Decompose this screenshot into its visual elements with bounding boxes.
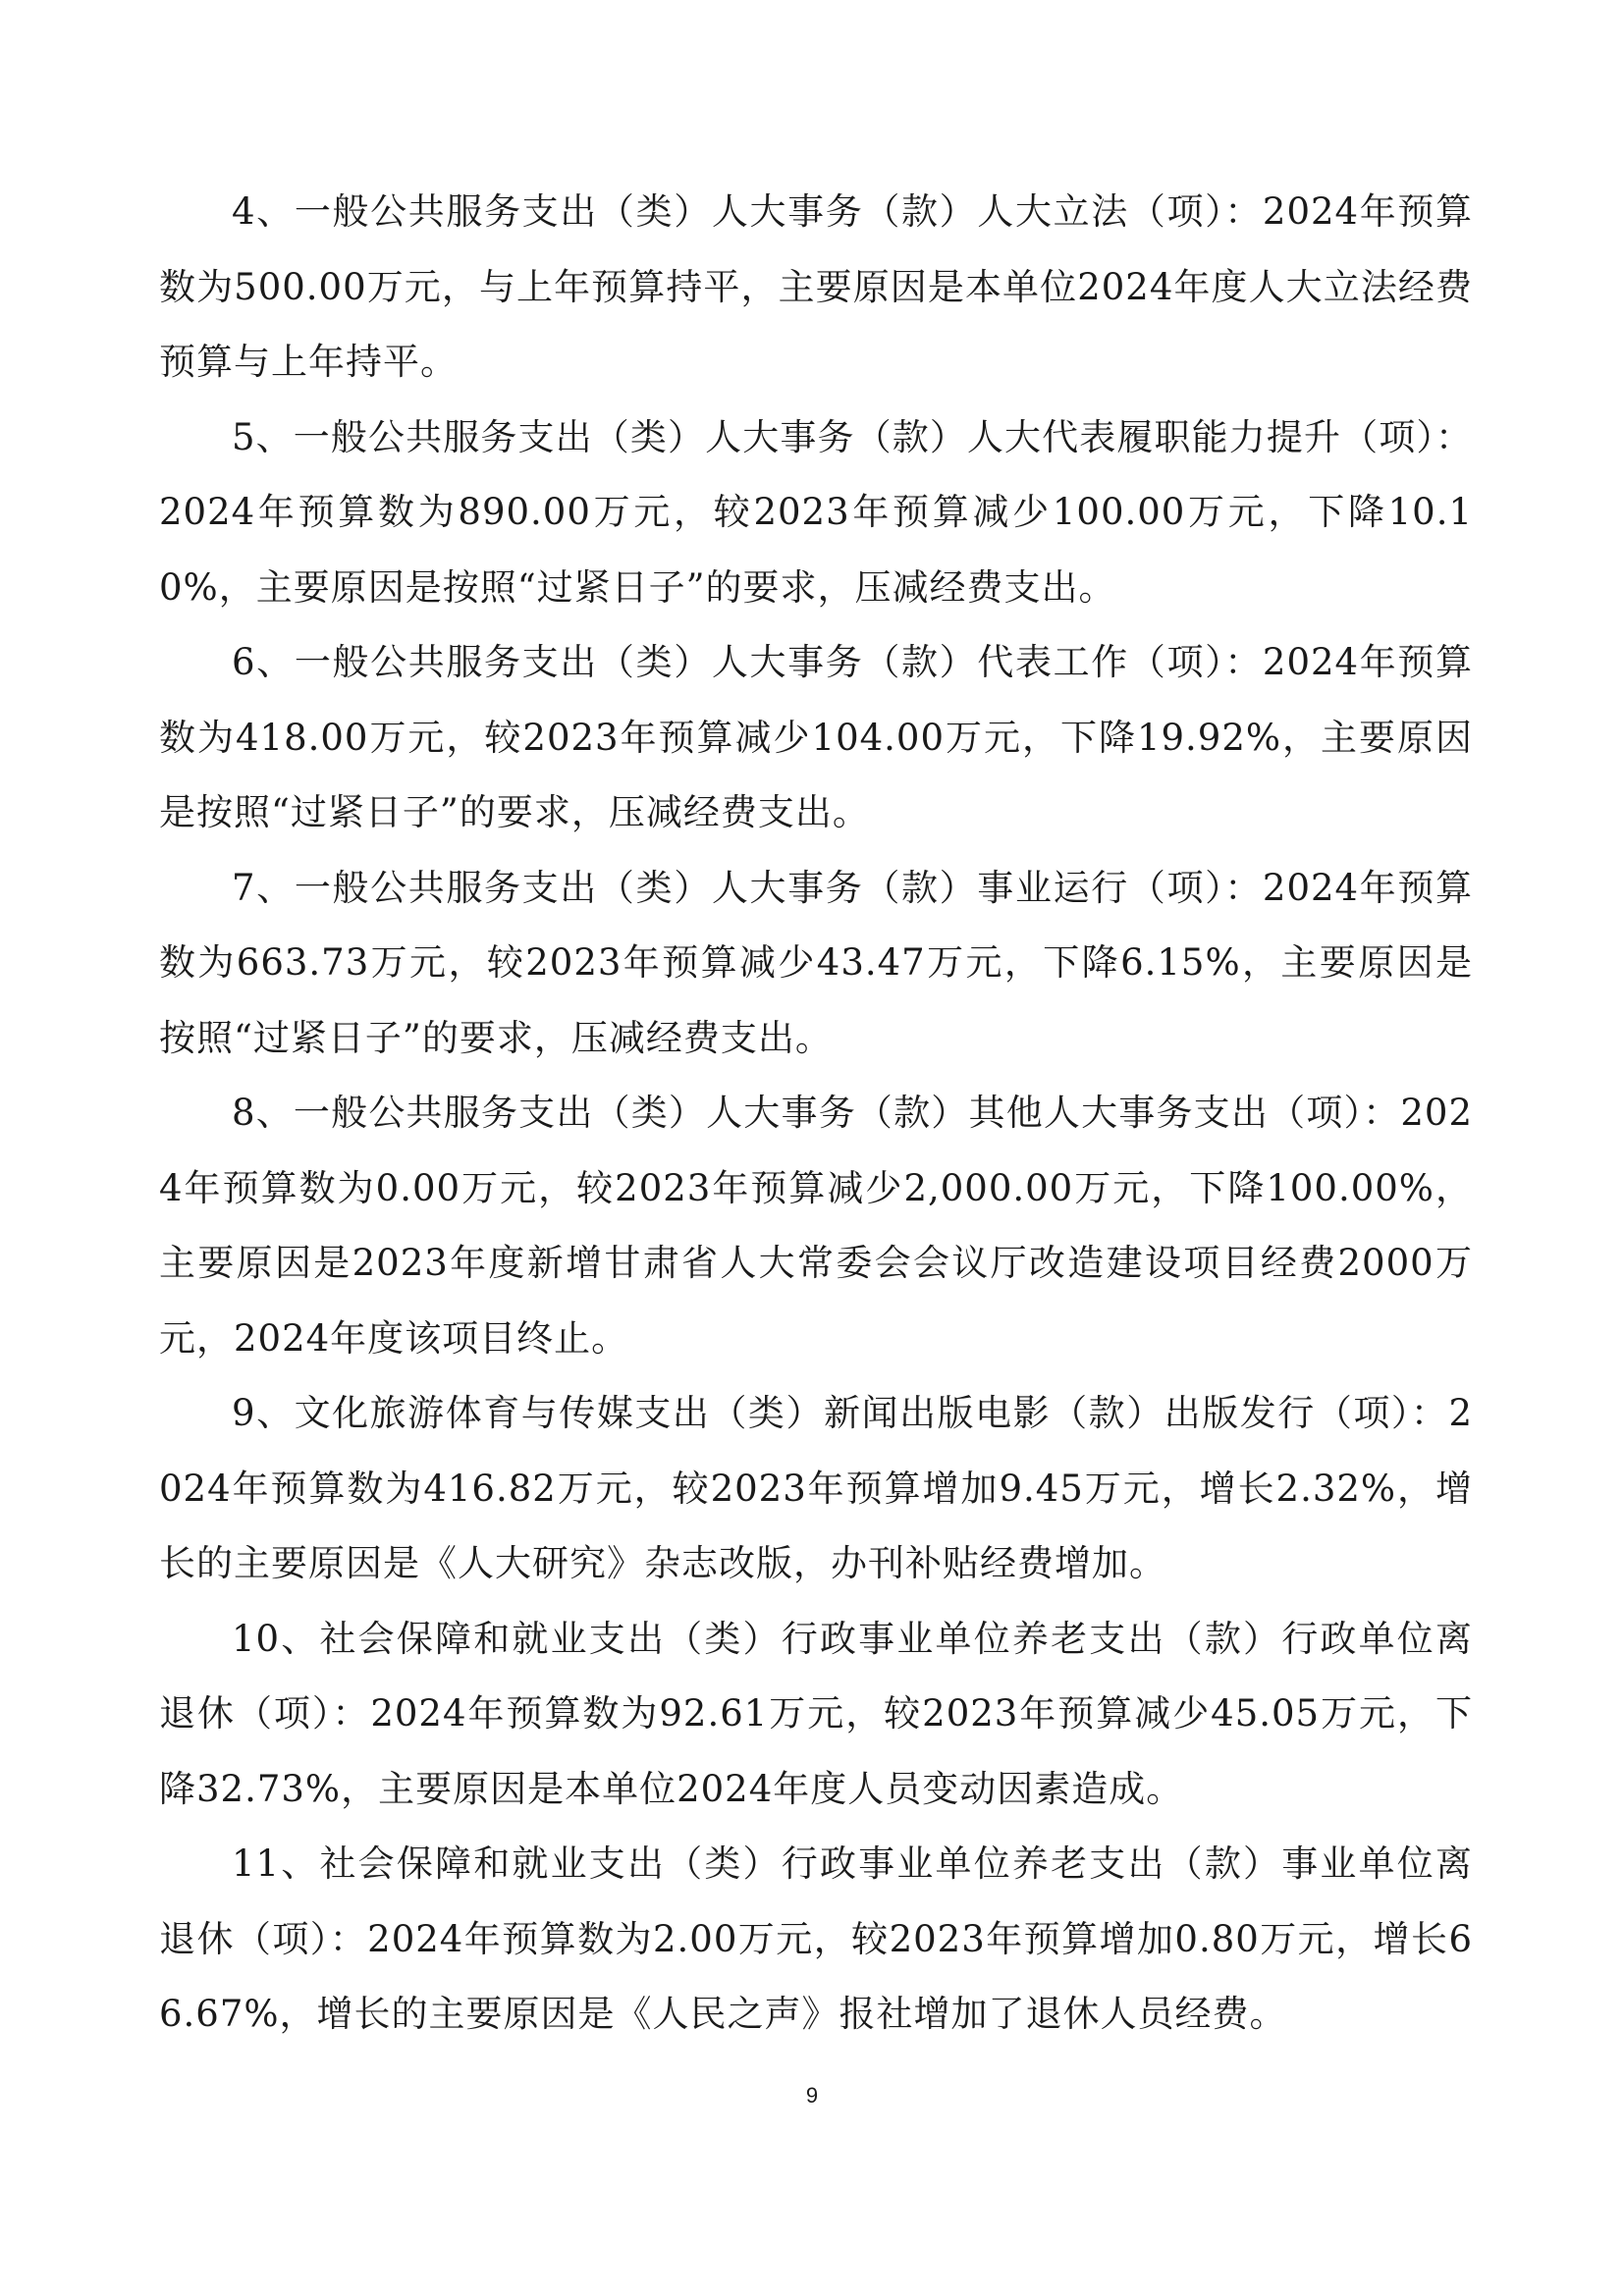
paragraph-item-7: 7、一般公共服务支出（类）人大事务（款）事业运行（项）：2024年预算数为663.73万元，较2023年预算减少43.47万元，下降6.15%，主要原因是按照“过紧日子”的要求，压减经费支出。	[159, 866, 1473, 1059]
paragraph-item-9: 9、文化旅游体育与传媒支出（类）新闻出版电影（款）出版发行（项）：2024年预算数为416.82万元，较2023年预算增加9.45万元，增长2.32%，增长的主要原因是《人大研究》杂志改版，办刊补贴经费增加。	[159, 1392, 1473, 1584]
paragraph-item-4: 4、一般公共服务支出（类）人大事务（款）人大立法（项）：2024年预算数为500.00万元，与上年预算持平，主要原因是本单位2024年度人大立法经费预算与上年持平。	[159, 190, 1473, 383]
paragraph-item-11: 11、社会保障和就业支出（类）行政事业单位养老支出（款）事业单位离退休（项）：2024年预算数为2.00万元，较2023年预算增加0.80万元，增长66.67%，增长的主要原因是《人民之声》报社增加了退休人员经费。	[159, 1842, 1473, 2035]
paragraph-item-5: 5、一般公共服务支出（类）人大事务（款）人大代表履职能力提升（项）：2024年预算数为890.00万元，较2023年预算减少100.00万元，下降10.10%，主要原因是按照“过紧日子”的要求，压减经费支出。	[159, 415, 1473, 609]
paragraph-item-10: 10、社会保障和就业支出（类）行政事业单位养老支出（款）行政单位离退休（项）：2024年预算数为92.61万元，较2023年预算减少45.05万元，下降32.73%，主要原因是本单位2024年度人员变动因素造成。	[159, 1617, 1473, 1810]
paragraph-item-8: 8、一般公共服务支出（类）人大事务（款）其他人大事务支出（项）：2024年预算数为0.00万元，较2023年预算减少2,000.00万元，下降100.00%，主要原因是2023年度新增甘肃省人大常委会会议厅改造建设项目经费2000万元，2024年度该项目终止。	[159, 1092, 1473, 1360]
page-number: 9	[805, 2083, 819, 2108]
document-body	[159, 175, 1473, 2053]
paragraph-item-6: 6、一般公共服务支出（类）人大事务（款）代表工作（项）：2024年预算数为418.00万元，较2023年预算减少104.00万元，下降19.92%，主要原因是按照“过紧日子”的要求，压减经费支出。	[159, 641, 1473, 833]
